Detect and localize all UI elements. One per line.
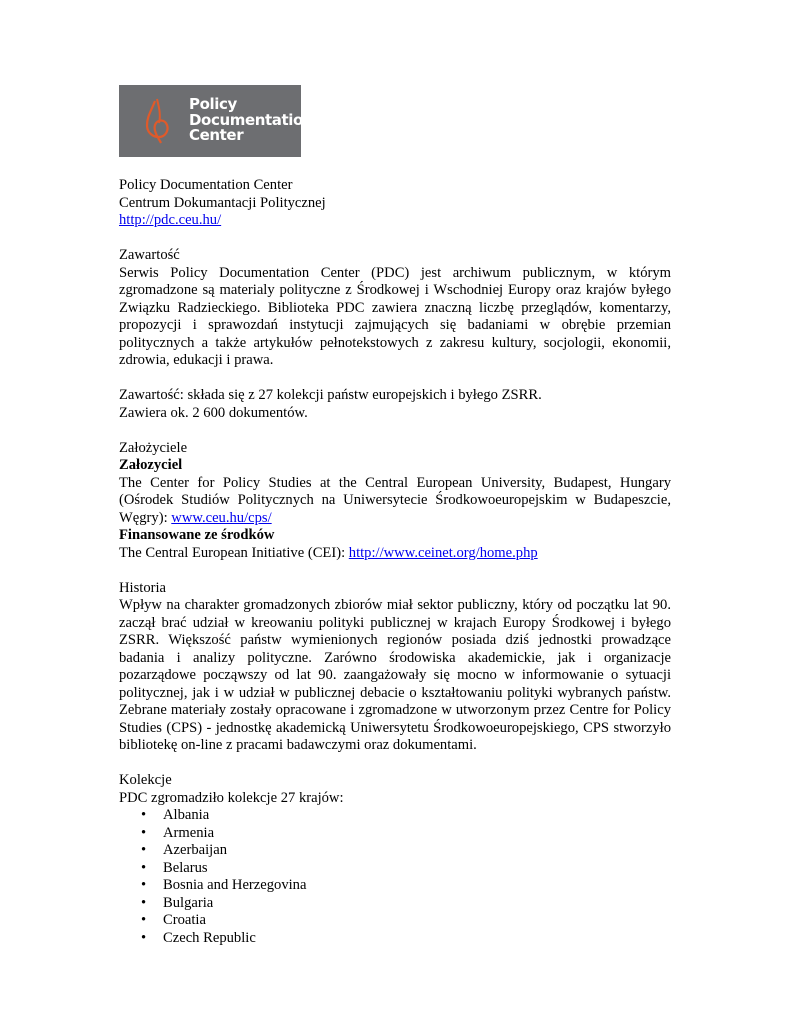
country-name: Belarus bbox=[163, 859, 208, 876]
list-item bbox=[119, 912, 671, 930]
document-page bbox=[119, 85, 671, 947]
founder-text bbox=[119, 475, 671, 528]
country-list bbox=[119, 807, 671, 947]
list-item bbox=[119, 842, 671, 860]
bullet-icon: • bbox=[141, 912, 147, 928]
logo-line: Documentation bbox=[189, 110, 314, 129]
funding-subheading: Finansowane ze środków bbox=[119, 527, 275, 543]
funding-description: The Central European Initiative (CEI): bbox=[119, 544, 349, 561]
bullet-icon: • bbox=[141, 894, 147, 911]
list-item bbox=[119, 877, 671, 895]
logo-line: Policy bbox=[189, 95, 237, 113]
zawartosc-collections-line: Zawartość: składa się z 27 kolekcji państw europejskich i byłego ZSRR. bbox=[119, 387, 542, 403]
org-name-pl: Centrum Dokumantacji Politycznej bbox=[119, 194, 326, 211]
country-name: Bosnia and Herzegovina bbox=[163, 877, 307, 893]
list-item bbox=[119, 895, 671, 913]
pdc-url-link[interactable]: http://pdc.ceu.hu/ bbox=[119, 212, 222, 228]
country-name: Albania bbox=[163, 807, 210, 823]
historia-text: Wpływ na charakter gromadzonych zbiorów miał sektor publiczny, który od początku lat 90. zaczął brać udział w kreowaniu polityki publicznej w krajach Europy Środkowej i byłego ZSRR. Większość państw wymienionych regionów posiada dziś jednostki prowadzące badania i analizy polityczne. Zarówno środowiska akademickie, jak i organizacje pozarządowe począwszy od lat 90. zaangażowały się mocno w informowanie o sytuacji politycznej, jak i w udział w publicznej debacie o kształtowaniu polityki wybranych państw. Zebrane materiały zostały opracowane i zgromadzone w utworzonym przez Centre for Policy Studies (CPS) - jednostkę akademicką Uniwersytetu Środkowoeuropejskiego, CPS stworzyło bibliotekę on-line z pracami badawczymi oraz dokumentami. bbox=[119, 597, 671, 753]
country-name: Bulgaria bbox=[163, 894, 214, 911]
bullet-icon: • bbox=[141, 877, 147, 893]
list-item bbox=[119, 825, 671, 843]
bullet-icon: • bbox=[141, 929, 147, 946]
cps-link[interactable]: www.ceu.hu/cps/ bbox=[171, 509, 272, 526]
country-name: Azerbaijan bbox=[163, 842, 228, 858]
section-heading-zalozyciele: Założyciele bbox=[119, 439, 188, 456]
kolekcje-intro: PDC zgromadziło kolekcje 27 krajów: bbox=[119, 789, 344, 806]
org-name-en: Policy Documentation Center bbox=[119, 177, 293, 193]
funding-text bbox=[119, 545, 671, 563]
ceinet-link[interactable]: http://www.ceinet.org/home.php bbox=[348, 544, 538, 561]
list-item bbox=[119, 930, 671, 948]
bullet-icon: • bbox=[141, 859, 147, 876]
section-heading-historia: Historia bbox=[119, 579, 167, 596]
country-name: Croatia bbox=[163, 912, 206, 928]
section-heading-zawartosc: Zawartość bbox=[119, 247, 180, 263]
bullet-icon: • bbox=[141, 807, 147, 823]
founder-description: The Center for Policy Studies at the Central European University, Budapest, Hungary (Ośrodek Studiów Politycznych na Uniwersytecie Środkowoeuropejskim w Budapeszcie, Węgry): bbox=[119, 474, 671, 526]
founder-subheading: Załozyciel bbox=[119, 457, 183, 473]
list-item bbox=[119, 807, 671, 825]
pdc-logo-mark-icon bbox=[141, 97, 177, 145]
logo-line: Center bbox=[189, 126, 244, 144]
country-name: Armenia bbox=[163, 824, 215, 841]
pdc-logo-text bbox=[189, 97, 313, 144]
zawartosc-documents-line: Zawiera ok. 2 600 dokumentów. bbox=[119, 404, 308, 421]
bullet-icon: • bbox=[141, 824, 147, 841]
zawartosc-text: Serwis Policy Documentation Center (PDC) jest archiwum publicznym, w którym zgromadzone są materialy polityczne z Środkowej i Wschodniej Europy oraz krajów byłego Związku Radzieckiego. Biblioteka PDC zawiera znaczną liczbę przeglądów, komentarzy, propozycji i sprawozdań instytucji zajmujących się badaniami w obrębie przemian politycznych a także artykułów pełnotekstowych z zakresu kultury, socjologii, ekonomii, zdrowia, edukacji i prawa. bbox=[119, 264, 671, 368]
country-name: Czech Republic bbox=[163, 929, 256, 946]
pdc-logo bbox=[119, 85, 314, 157]
section-heading-kolekcje: Kolekcje bbox=[119, 772, 172, 788]
bullet-icon: • bbox=[141, 842, 147, 858]
list-item bbox=[119, 860, 671, 878]
